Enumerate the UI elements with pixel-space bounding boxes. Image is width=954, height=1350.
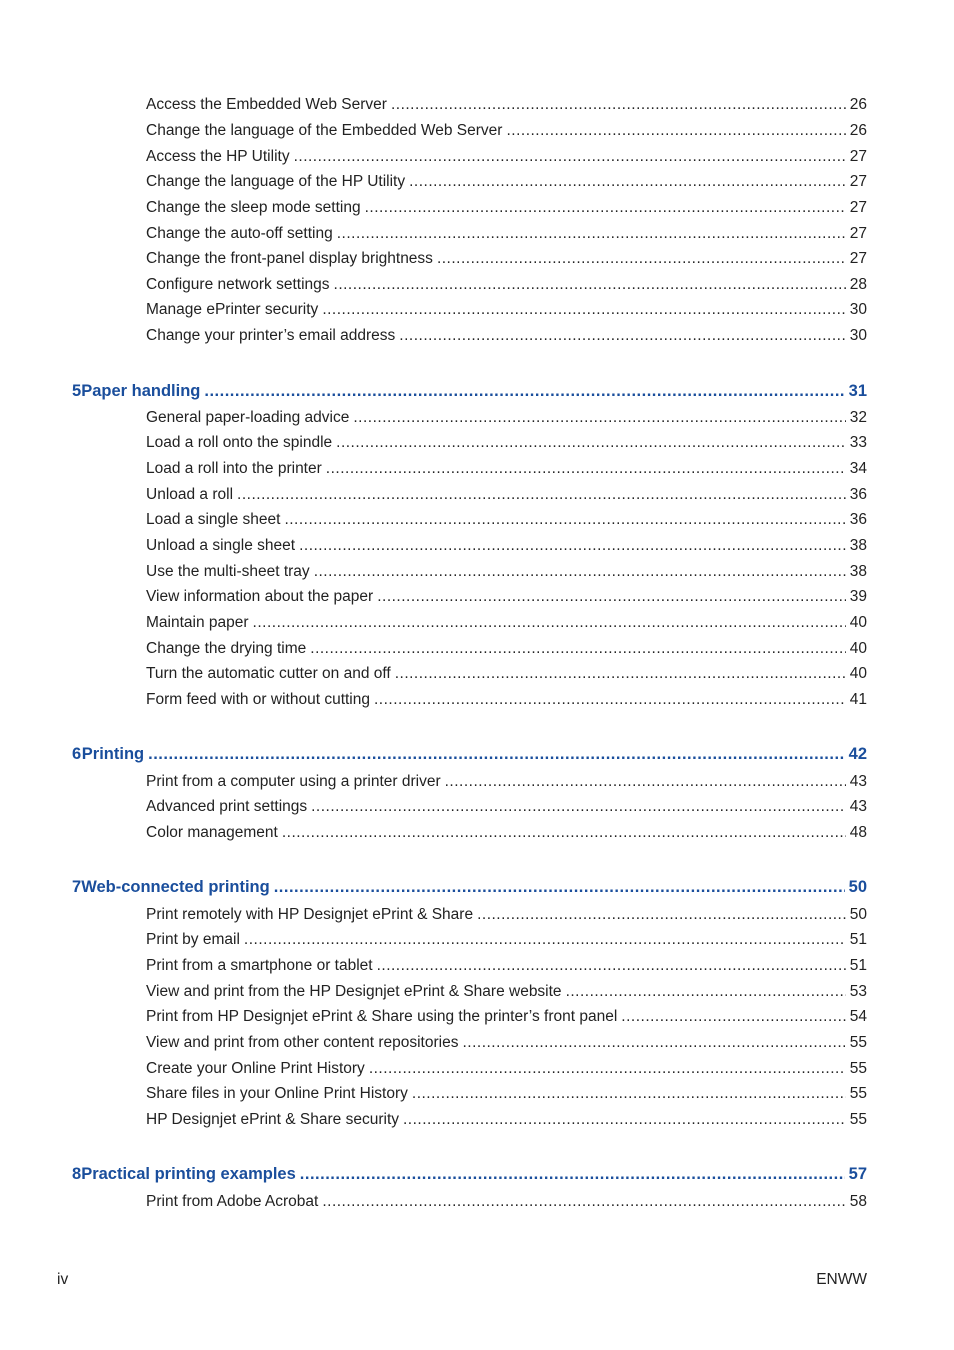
toc-entry-page: 58 [849, 1193, 867, 1210]
toc-entry-title: View information about the paper [146, 588, 374, 605]
leader-dots [237, 484, 846, 506]
toc-entry-title: View and print from the HP Designjet ePrint & Share website [146, 983, 562, 1000]
leader-dots [299, 535, 846, 557]
toc-entry[interactable] [146, 586, 867, 608]
leader-dots [311, 796, 846, 818]
toc-entry-title: Turn the automatic cutter on and off [146, 665, 391, 682]
toc-entry-page: 36 [849, 486, 867, 503]
toc-entry-page: 38 [849, 563, 867, 580]
toc-entry-page: 55 [849, 1060, 867, 1077]
leader-dots [399, 325, 845, 347]
toc-entry[interactable] [146, 94, 867, 116]
toc-entry-title: Print from Adobe Acrobat [146, 1193, 319, 1210]
toc-entry-page: 27 [849, 173, 867, 190]
leader-dots [274, 875, 845, 899]
chapter-number: 8 [72, 1165, 82, 1183]
leader-dots [326, 458, 846, 480]
leader-dots [244, 929, 846, 951]
leader-dots [336, 432, 846, 454]
toc-entry-page: 33 [849, 434, 867, 451]
toc-entry-page: 38 [849, 537, 867, 554]
toc-entry[interactable] [146, 407, 867, 429]
leader-dots [204, 379, 844, 403]
leader-dots [437, 248, 846, 270]
toc-entry-page: 39 [849, 588, 867, 605]
toc-entry[interactable] [146, 484, 867, 506]
toc-entry[interactable] [146, 561, 867, 583]
leader-dots [334, 274, 846, 296]
chapter-page: 42 [848, 745, 867, 763]
toc-entry[interactable] [146, 1006, 867, 1028]
toc-entry[interactable] [146, 1109, 867, 1131]
toc-entry-title: Advanced print settings [146, 798, 308, 815]
toc-entry-page: 51 [849, 931, 867, 948]
toc-entry-title: Change the language of the Embedded Web Server [146, 122, 503, 139]
toc-entry-title: Share files in your Online Print History [146, 1085, 408, 1102]
toc-entry[interactable] [146, 796, 867, 818]
toc-entry[interactable] [146, 299, 867, 321]
toc-entry-title: Change the front-panel display brightness [146, 250, 433, 267]
toc-chapter-6[interactable] [72, 742, 867, 766]
leader-dots [300, 1162, 845, 1186]
leader-dots [566, 981, 846, 1003]
toc-entry-page: 40 [849, 640, 867, 657]
leader-dots [322, 1191, 845, 1213]
leader-dots [462, 1032, 845, 1054]
toc-entry-page: 34 [849, 460, 867, 477]
toc-entry[interactable] [146, 509, 867, 531]
toc-chapter-7[interactable] [72, 875, 867, 899]
toc-entry-title: View and print from other content repositories [146, 1034, 459, 1051]
toc-entry[interactable] [146, 771, 867, 793]
toc-entry[interactable] [146, 1083, 867, 1105]
toc-entry-title: Form feed with or without cutting [146, 691, 370, 708]
leader-dots [412, 1083, 846, 1105]
toc-entry-page: 55 [849, 1111, 867, 1128]
chapter-title: Printing [81, 745, 145, 763]
toc-entry[interactable] [146, 1058, 867, 1080]
chapter-page: 50 [848, 878, 867, 896]
toc-entry[interactable] [146, 822, 867, 844]
toc-entry[interactable] [146, 638, 867, 660]
toc-entry-title: Print from a computer using a printer driver [146, 773, 441, 790]
locale-footer: ENWW [816, 1271, 867, 1288]
toc-entry-page: 32 [849, 409, 867, 426]
toc-entry-page: 30 [849, 327, 867, 344]
toc-entry-title: Change the auto-off setting [146, 225, 333, 242]
toc-entry[interactable] [146, 955, 867, 977]
toc-entry-page: 50 [849, 906, 867, 923]
toc-entry-page: 36 [849, 511, 867, 528]
leader-dots [445, 771, 846, 793]
toc-entry-title: Print from HP Designjet ePrint & Share using the printer’s front panel [146, 1008, 618, 1025]
leader-dots [377, 955, 846, 977]
toc-entry-title: Print from a smartphone or tablet [146, 957, 373, 974]
toc-entry-page: 40 [849, 614, 867, 631]
toc-entry-title: Change the sleep mode setting [146, 199, 361, 216]
toc-entry-page: 30 [849, 301, 867, 318]
toc-entry[interactable] [146, 929, 867, 951]
leader-dots [353, 407, 845, 429]
toc-entry-title: Maintain paper [146, 614, 249, 631]
leader-dots [282, 822, 846, 844]
chapter-number: 6 [72, 745, 82, 763]
toc-entry-page: 26 [849, 122, 867, 139]
toc-entry-page: 40 [849, 665, 867, 682]
toc-entry[interactable] [146, 1191, 867, 1213]
toc-chapter-8[interactable] [72, 1162, 867, 1186]
chapter-number: 5 [72, 382, 82, 400]
chapter-title: Practical printing examples [81, 1165, 296, 1183]
toc-entry-page: 55 [849, 1034, 867, 1051]
toc-entry[interactable] [146, 223, 867, 245]
toc-entry[interactable] [146, 904, 867, 926]
chapter-title: Web-connected printing [81, 878, 270, 896]
toc-entry-title: Load a single sheet [146, 511, 281, 528]
toc-entry-title: Use the multi-sheet tray [146, 563, 310, 580]
toc-entry[interactable] [146, 325, 867, 347]
toc-entry-page: 51 [849, 957, 867, 974]
toc-entry[interactable] [146, 1032, 867, 1054]
toc-entry[interactable] [146, 535, 867, 557]
toc-entry-title: HP Designjet ePrint & Share security [146, 1111, 399, 1128]
leader-dots [284, 509, 845, 531]
toc-entry[interactable] [146, 458, 867, 480]
toc-entry-page: 54 [849, 1008, 867, 1025]
toc-entry[interactable] [146, 171, 867, 193]
toc-entry-title: Load a roll onto the spindle [146, 434, 333, 451]
leader-dots [253, 612, 846, 634]
toc-entry[interactable] [146, 663, 867, 685]
leader-dots [294, 146, 846, 168]
leader-dots [337, 223, 846, 245]
toc-entry-title: General paper-loading advice [146, 409, 350, 426]
toc-entry-title: Access the HP Utility [146, 148, 290, 165]
toc-chapter-5[interactable] [72, 379, 867, 403]
toc-entry-page: 27 [849, 199, 867, 216]
toc-entry-page: 41 [849, 691, 867, 708]
leader-dots [322, 299, 845, 321]
toc-entry-page: 27 [849, 148, 867, 165]
toc-entry-page: 55 [849, 1085, 867, 1102]
toc-entry[interactable] [146, 146, 867, 168]
toc-entry-title: Change the drying time [146, 640, 307, 657]
toc-entry-title: Create your Online Print History [146, 1060, 365, 1077]
toc-entry[interactable] [146, 432, 867, 454]
toc-entry-page: 26 [849, 96, 867, 113]
toc-entry[interactable] [146, 689, 867, 711]
leader-dots [374, 689, 846, 711]
leader-dots [477, 904, 846, 926]
toc-entry-title: Manage ePrinter security [146, 301, 319, 318]
toc-entry-page: 27 [849, 225, 867, 242]
leader-dots [391, 94, 846, 116]
chapter-number: 7 [72, 878, 82, 896]
chapter-title: Paper handling [81, 382, 201, 400]
toc-entry-title: Unload a roll [146, 486, 234, 503]
toc-entry-page: 53 [849, 983, 867, 1000]
toc-entry-page: 43 [849, 798, 867, 815]
leader-dots [310, 638, 845, 660]
toc-entry-title: Print remotely with HP Designjet ePrint & Share [146, 906, 474, 923]
toc-entry-page: 48 [849, 824, 867, 841]
page-number-footer: iv [57, 1271, 69, 1288]
leader-dots [506, 120, 845, 142]
toc-entry-title: Access the Embedded Web Server [146, 96, 387, 113]
toc-entry[interactable] [146, 197, 867, 219]
toc-entry-page: 28 [849, 276, 867, 293]
leader-dots [148, 742, 845, 766]
toc-entry[interactable] [146, 274, 867, 296]
toc-entry[interactable] [146, 248, 867, 270]
leader-dots [621, 1006, 845, 1028]
leader-dots [365, 197, 846, 219]
toc-entry-title: Configure network settings [146, 276, 330, 293]
leader-dots [395, 663, 846, 685]
toc-entry-title: Change your printer’s email address [146, 327, 396, 344]
toc-entry-title: Color management [146, 824, 278, 841]
toc-entry[interactable] [146, 612, 867, 634]
chapter-page: 31 [848, 382, 867, 400]
toc-entry-title: Unload a single sheet [146, 537, 296, 554]
toc-entry-page: 27 [849, 250, 867, 267]
leader-dots [403, 1109, 846, 1131]
toc-entry-title: Change the language of the HP Utility [146, 173, 406, 190]
leader-dots [369, 1058, 846, 1080]
toc-entry-page: 43 [849, 773, 867, 790]
toc-entry-title: Load a roll into the printer [146, 460, 322, 477]
leader-dots [377, 586, 846, 608]
leader-dots [314, 561, 846, 583]
toc-entry[interactable] [146, 120, 867, 142]
leader-dots [409, 171, 846, 193]
toc-entry[interactable] [146, 981, 867, 1003]
chapter-page: 57 [848, 1165, 867, 1183]
toc-entry-title: Print by email [146, 931, 240, 948]
